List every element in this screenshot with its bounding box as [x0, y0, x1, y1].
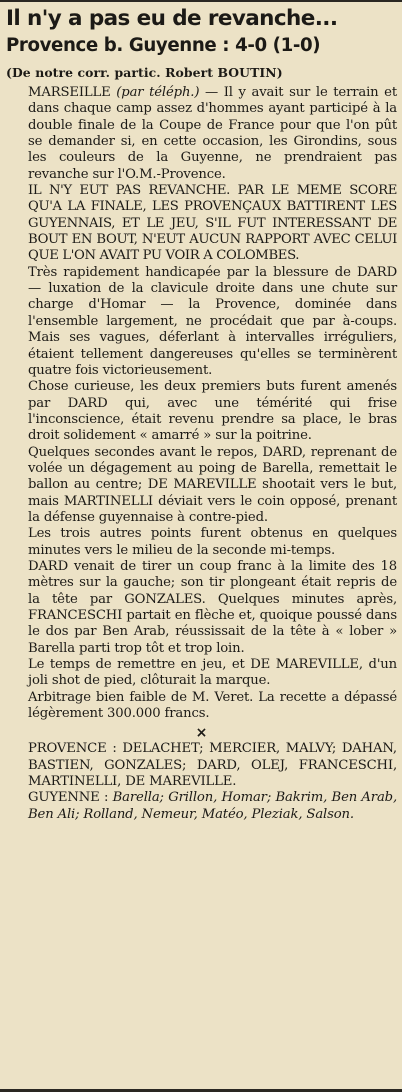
- paragraph-injury: Très rapidement handicapée par la blessure de DARD — luxation de la clavicule droite dans une chute sur charge d'Homar — la Provence, dominée dans l'ensemble largement, ne procédait que par à-coups. Mais ses vagues, déferlant à intervalles irréguliers, étaient tellement dangereuses qu'elles se terminèrent quatre fois victorieusement.: [28, 264, 397, 378]
- paragraph-curious: Chose curieuse, les deux premiers buts furent amenés par DARD qui, avec une témérité qui frise l'inconscience, était revenu prendre sa place, le bras droit solidement « amarré » sur la poitrine.: [28, 379, 397, 444]
- paragraph-other-goals: Les trois autres points furent obtenus en quelques minutes vers le milieu de la seconde mi-temps.: [28, 526, 397, 558]
- lineup-guyenne: GUYENNE : Barella; Grillon, Homar; Bakrim, Ben Arab, Ben Ali; Rolland, Nemeur, Matéo, Pleziak, Salson.: [28, 790, 397, 822]
- paragraph-intro: [6, 85, 397, 183]
- team-name-provence: PROVENCE: [28, 741, 107, 757]
- team-players-guyenne: Barella; Grillon, Homar; Bakrim, Ben Arab, Ben Ali; Rolland, Nemeur, Matéo, Pleziak, Salson.: [28, 790, 397, 822]
- dateline-via: (par téléph.): [116, 85, 200, 100]
- intro-text: — Il y avait sur le terrain et dans chaque camp assez d'hommes ayant participé à la double finale de la Coupe de France pour que l'on pût se demander si, en cette occasion, les Girondins, sous les couleurs de la Guyenne, ne prendraient pas revanche sur l'O.M.-Provence.: [28, 85, 397, 182]
- subhead: Provence b. Guyenne : 4-0 (1-0): [6, 35, 321, 56]
- team-name-guyenne: GUYENNE: [28, 790, 100, 806]
- headline: Il n'y a pas eu de revanche...: [6, 6, 338, 31]
- paragraph-final-goal: Le temps de remettre en jeu, et DE MAREVILLE, d'un joli shot de pied, clôturait la marque.: [28, 657, 397, 689]
- paragraph-first-goal: Quelques secondes avant le repos, DARD, reprenant de volée un dégagement au poing de Barella, remettait le ballon au centre; DE MAREVILLE shootait vers le but, mais MARTINELLI déviait vers le coin opposé, prenant la défense guyennaise à contre-pied.: [28, 444, 397, 525]
- paragraph-summary-caps: IL N'Y EUT PAS REVANCHE. PAR LE MEME SCORE QU'A LA FINALE, LES PROVENÇAUX BATTIRENT LES GUYENNAIS, ET LE JEU, S'IL FUT INTERESSANT DE BOUT EN BOUT, N'EUT AUCUN RAPPORT AVEC CELUI QUE L'ON AVAIT PU VOIR A COLOMBES.: [28, 183, 397, 264]
- byline: (De notre corr. partic. Robert BOUTIN): [6, 65, 283, 80]
- separator-mark: ×: [195, 725, 208, 742]
- paragraph-referee: Arbitrage bien faible de M. Veret. La recette a dépassé légèrement 300.000 francs.: [28, 689, 397, 722]
- lineup-provence: PROVENCE : DELACHET; MERCIER, MALVY; DAHAN, BASTIEN, GONZALES; DARD, OLEJ, FRANCESCHI, MARTINELLI, DE MAREVILLE.: [28, 741, 397, 790]
- top-rule: [0, 0, 402, 2]
- paragraph-free-kick: DARD venait de tirer un coup franc à la limite des 18 mètres sur la gauche; son tir plongeant était repris de la tête par GONZALES. Quelques minutes après, FRANCESCHI partait en flèche et, quoique poussé dans le dos par Ben Arab, réussissait de la tête à « lober » Barella parti trop tôt et trop loin.: [28, 558, 397, 656]
- article-body: [6, 85, 397, 823]
- team-players-provence: DELACHET; MERCIER, MALVY; DAHAN, BASTIEN, GONZALES; DARD, OLEJ, FRANCESCHI, MARTINELLI, DE MAREVILLE.: [28, 741, 397, 790]
- dateline-place: MARSEILLE: [28, 85, 111, 100]
